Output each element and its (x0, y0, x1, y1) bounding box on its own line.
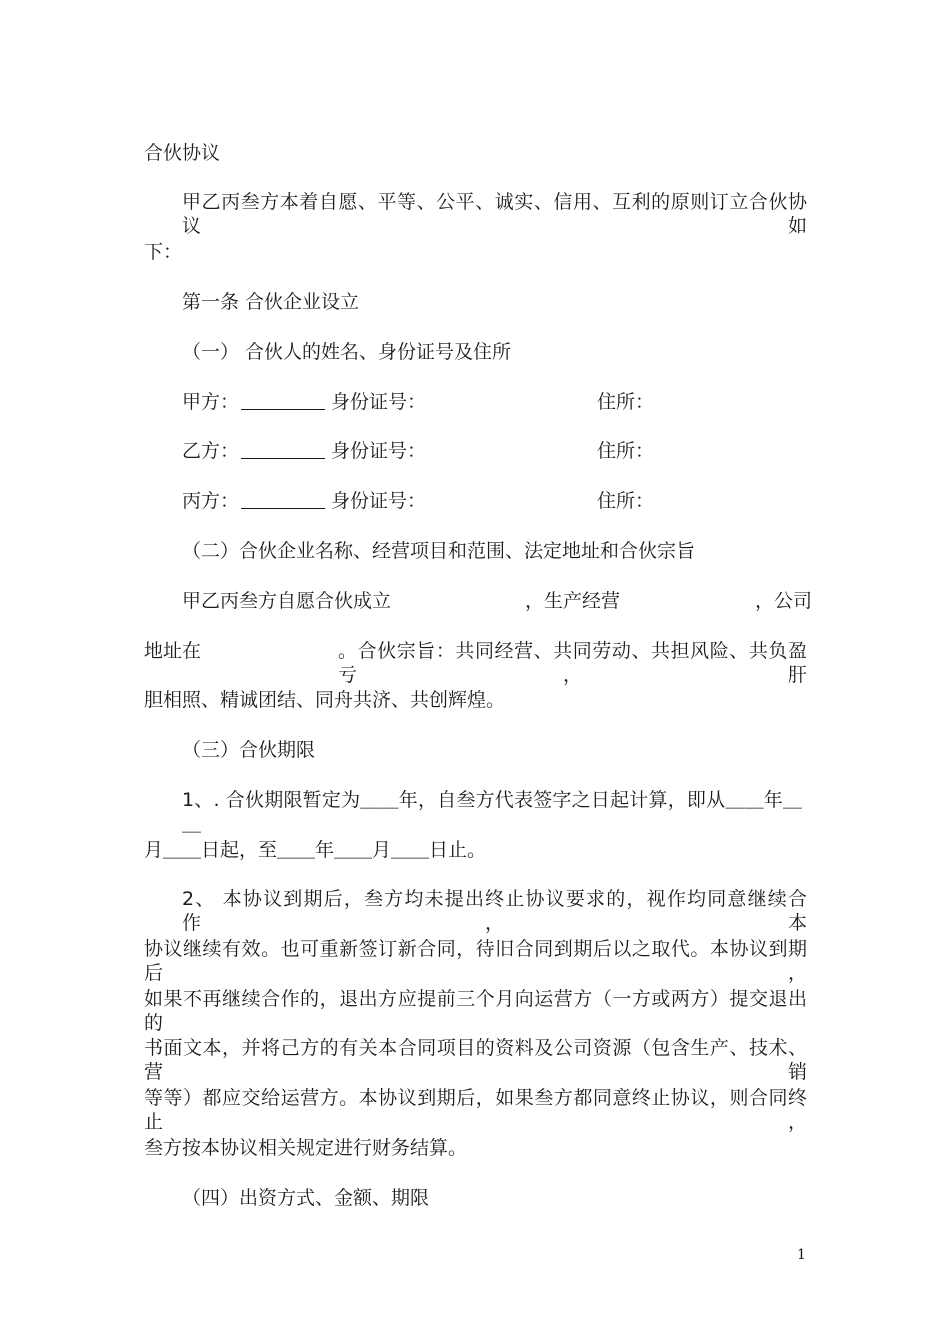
section-1-heading: （一） 合伙人的姓名、身份证号及住所 (182, 341, 512, 363)
section-2-p2-a: 地址在 (144, 640, 202, 662)
section-2-p2-b: 。合伙宗旨：共同经营、共同劳动、共担风险、共负盈亏，肝 (338, 640, 807, 686)
id-label: 身份证号： (331, 440, 427, 462)
page-number: 1 (797, 1247, 806, 1263)
intro-line-2: 下： (144, 241, 183, 263)
address-label-c: 住所： (597, 490, 655, 512)
name-blank (241, 391, 325, 410)
section-2-heading: （二）合伙企业名称、经营项目和范围、法定地址和合伙宗旨 (182, 540, 696, 562)
address-label-b: 住所： (597, 440, 655, 462)
term-item-2-line-2: 协议继续有效。也可重新签订新合同，待旧合同到期后以之取代。本协议到期后， (144, 938, 807, 984)
party-label: 甲方： (182, 391, 240, 413)
partner-row-b (182, 439, 426, 463)
name-blank (241, 490, 325, 509)
article-1-heading: 第一条 合伙企业设立 (182, 291, 360, 313)
party-label: 丙方： (182, 490, 240, 512)
term-item-2-line-1: 2、 本协议到期后，叁方均未提出终止协议要求的，视作均同意继续合作，本 (182, 888, 807, 934)
document-title: 合伙协议 (144, 142, 221, 164)
section-2-p1-c: ，公司 (755, 590, 813, 612)
intro-line-1: 甲乙丙叁方本着自愿、平等、公平、诚实、信用、互利的原则订立合伙协议如 (182, 191, 807, 237)
party-label: 乙方： (182, 440, 240, 462)
term-item-2-line-5: 等等）都应交给运营方。本协议到期后，如果叁方都同意终止协议，则合同终止， (144, 1087, 807, 1133)
section-3-heading: （三）合伙期限 (182, 739, 316, 761)
section-2-p1-b: ，生产经营 (525, 590, 621, 612)
address-label-a: 住所： (597, 391, 655, 413)
partner-row-c (182, 489, 426, 513)
term-item-2-line-6: 叁方按本协议相关规定进行财务结算。 (144, 1137, 468, 1159)
term-item-2-line-3: 如果不再继续合作的，退出方应提前三个月向运营方（一方或两方）提交退出的 (144, 988, 807, 1034)
id-label: 身份证号： (331, 490, 427, 512)
section-2-p3: 胆相照、精诚团结、同舟共济、共创辉煌。 (144, 689, 506, 711)
term-item-1-line-1: 1、. 合伙期限暂定为＿＿年，自叁方代表签字之日起计算，即从＿＿年＿＿ (182, 789, 802, 835)
term-item-2-line-4: 书面文本，并将己方的有关本合同项目的资料及公司资源（包含生产、技术、营销 (144, 1037, 807, 1083)
partner-row-a (182, 390, 426, 414)
section-2-p1-a: 甲乙丙叁方自愿合伙成立 (182, 590, 392, 612)
term-item-1-line-2: 月＿＿日起，至＿＿年＿＿月＿＿日止。 (144, 839, 487, 861)
section-4-heading: （四）出资方式、金额、期限 (182, 1187, 430, 1209)
id-label: 身份证号： (331, 391, 427, 413)
name-blank (241, 440, 325, 459)
